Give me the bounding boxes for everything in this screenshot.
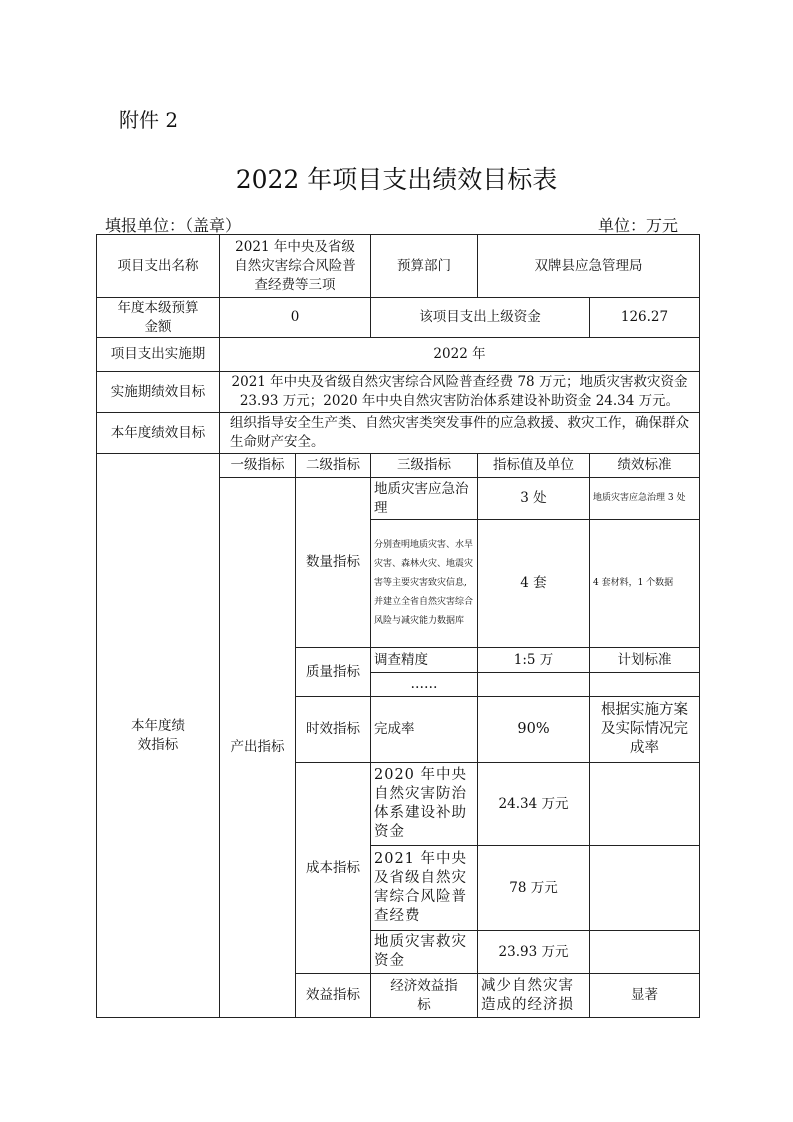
period-value: 2022 年 bbox=[220, 338, 700, 372]
performance-table bbox=[96, 234, 700, 1018]
unit-label: 单位：万元 bbox=[597, 216, 678, 235]
project-name-label: 项目支出名称 bbox=[97, 235, 220, 298]
indicator-header-row bbox=[97, 454, 700, 478]
indicator-value: 3 处 bbox=[478, 478, 590, 520]
indicator-standard: 计划标准 bbox=[590, 648, 700, 673]
indicator-name: 减少自然灾害造成的经济损 bbox=[478, 974, 590, 1018]
period-goal-label: 实施期绩效目标 bbox=[97, 372, 220, 413]
period-goal-row bbox=[97, 372, 700, 413]
project-name-row bbox=[97, 235, 700, 298]
year-goal-label: 本年度绩效目标 bbox=[97, 413, 220, 454]
indicator-value: 1:5 万 bbox=[478, 648, 590, 673]
dept-label: 预算部门 bbox=[371, 235, 478, 298]
header-standard: 绩效标准 bbox=[590, 454, 700, 478]
indicator-value bbox=[478, 673, 590, 697]
level2-economic: 经济效益指标 bbox=[371, 974, 478, 1018]
indicator-value: 90% bbox=[478, 697, 590, 763]
indicator-section-label: 本年度绩效指标 bbox=[97, 454, 220, 1018]
fill-unit-label: 填报单位：（盖章） bbox=[105, 216, 242, 235]
indicator-name: …… bbox=[371, 673, 478, 697]
level2-timeliness: 时效指标 bbox=[296, 697, 371, 763]
indicator-value: 24.34 万元 bbox=[478, 763, 590, 846]
indicator-value: 4 套 bbox=[478, 520, 590, 648]
project-name-value: 2021 年中央及省级自然灾害综合风险普查经费等三项 bbox=[220, 235, 371, 298]
page-title: 2022 年项目支出绩效目标表 bbox=[235, 165, 558, 194]
level2-quantity: 数量指标 bbox=[296, 478, 371, 648]
indicator-name: 调查精度 bbox=[371, 648, 478, 673]
header-level2: 二级指标 bbox=[296, 454, 371, 478]
period-label: 项目支出实施期 bbox=[97, 338, 220, 372]
header-value: 指标值及单位 bbox=[478, 454, 590, 478]
indicator-standard: 根据实施方案及实际情况完成率 bbox=[590, 697, 700, 763]
attachment-label: 附件 2 bbox=[119, 108, 179, 132]
budget-row bbox=[97, 298, 700, 338]
upper-funds-value: 126.27 bbox=[590, 298, 700, 338]
year-goal-value: 组织指导安全生产类、自然灾害类突发事件的应急救援、救灾工作，确保群众生命财产安全。 bbox=[220, 413, 700, 454]
period-row bbox=[97, 338, 700, 372]
level1-benefit: 效益指标 bbox=[296, 974, 371, 1018]
indicator-name: 地质灾害应急治理 bbox=[371, 478, 478, 520]
indicator-name: 2020 年中央自然灾害防治体系建设补助资金 bbox=[371, 763, 478, 846]
header-level3: 三级指标 bbox=[371, 454, 478, 478]
indicator-value: 23.93 万元 bbox=[478, 931, 590, 974]
indicator-standard bbox=[590, 673, 700, 697]
indicator-value: 78 万元 bbox=[478, 846, 590, 931]
period-goal-value: 2021 年中央及省级自然灾害综合风险普查经费 78 万元；地质灾害救灾资金 23.93 万元；2020 年中央自然灾害防治体系建设补助资金 24.34 万元。 bbox=[220, 372, 700, 413]
indicator-name: 地质灾害救灾资金 bbox=[371, 931, 478, 974]
budget-label: 年度本级预算金额 bbox=[97, 298, 220, 338]
indicator-standard: 地质灾害应急治理 3 处 bbox=[590, 478, 700, 520]
indicator-name: 完成率 bbox=[371, 697, 478, 763]
indicator-name: 分别查明地质灾害、水旱灾害、森林火灾、地震灾害等主要灾害致灾信息,并建立全省自然灾害综合风险与减灾能力数据库 bbox=[371, 520, 478, 648]
level1-output: 产出指标 bbox=[220, 478, 296, 1018]
dept-value: 双牌县应急管理局 bbox=[478, 235, 700, 298]
level2-cost: 成本指标 bbox=[296, 763, 371, 974]
indicator-name: 2021 年中央及省级自然灾害综合风险普查经费 bbox=[371, 846, 478, 931]
indicator-standard bbox=[590, 846, 700, 931]
indicator-standard: 4 套材料，1 个数据 bbox=[590, 520, 700, 648]
upper-funds-label: 该项目支出上级资金 bbox=[371, 298, 590, 338]
indicator-standard bbox=[590, 931, 700, 974]
level2-quality: 质量指标 bbox=[296, 648, 371, 697]
budget-value: 0 bbox=[220, 298, 371, 338]
header-level1: 一级指标 bbox=[220, 454, 296, 478]
indicator-standard bbox=[590, 763, 700, 846]
year-goal-row bbox=[97, 413, 700, 454]
indicator-value: 显著 bbox=[590, 974, 700, 1018]
